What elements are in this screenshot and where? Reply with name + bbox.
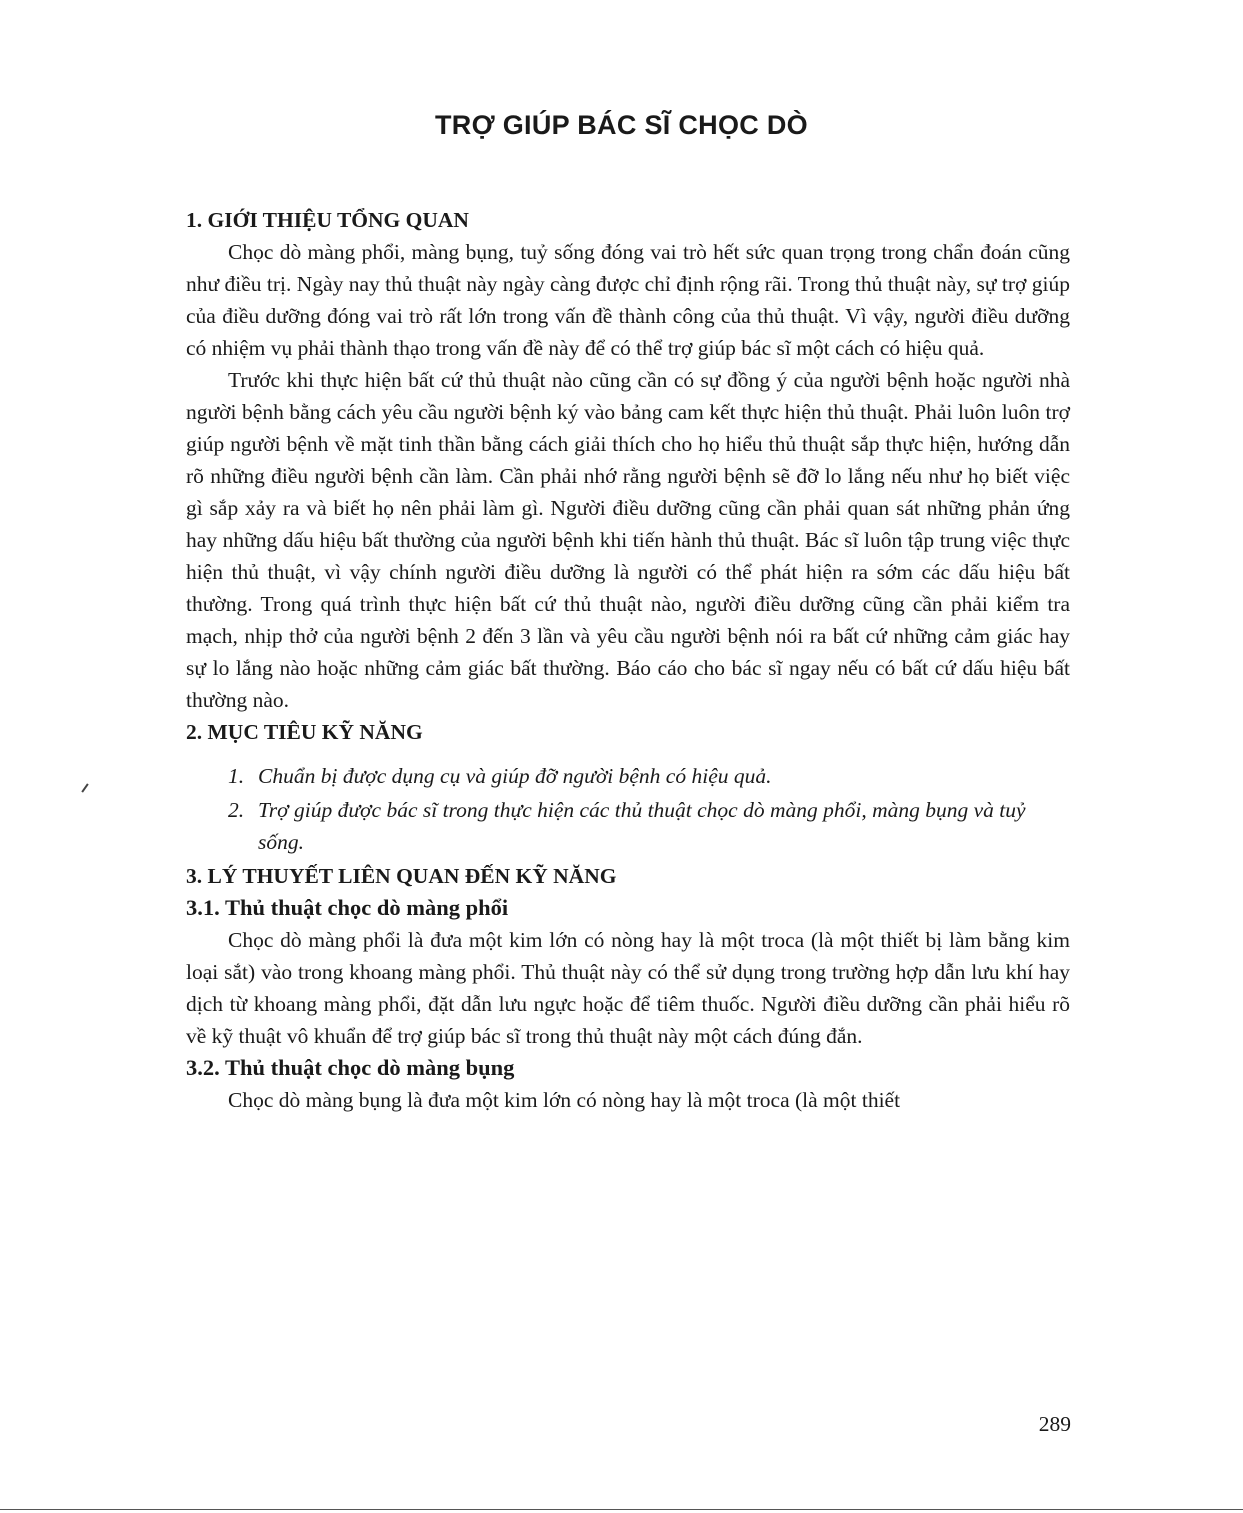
scan-bottom-edge <box>0 1509 1243 1510</box>
section-heading-theory: 3. LÝ THUYẾT LIÊN QUAN ĐẾN KỸ NĂNG <box>186 864 617 888</box>
page-title: TRỢ GIÚP BÁC SĨ CHỌC DÒ <box>435 110 808 140</box>
goal-text: Trợ giúp được bác sĩ trong thực hiện các thủ thuật chọc dò màng phổi, màng bụng và tuỷ sống. <box>258 798 1026 854</box>
subsection-heading-pleural: 3.1. Thủ thuật chọc dò màng phổi <box>186 895 509 920</box>
goal-number: 2. <box>228 798 245 822</box>
section-heading-goals: 2. MỤC TIÊU KỸ NĂNG <box>186 720 423 744</box>
goal-item <box>186 760 1070 792</box>
scan-speck <box>81 783 88 792</box>
subsection-heading-abdominal: 3.2. Thủ thuật chọc dò màng bụng <box>186 1055 515 1080</box>
goals-list <box>186 760 1070 858</box>
goal-item <box>186 794 1070 858</box>
section-heading-intro: 1. GIỚI THIỆU TỔNG QUAN <box>186 208 469 232</box>
intro-paragraph-2: Trước khi thực hiện bất cứ thủ thuật nào cũng cần có sự đồng ý của người bệnh hoặc người nhà người bệnh bằng cách yêu cầu người bệnh ký vào bảng cam kết thực hiện thủ thuật. Phải luôn luôn trợ giúp người bệnh về mặt tinh thần bằng cách giải thích cho họ hiểu thủ thuật sắp thực hiện, hướng dẫn rõ những điều người bệnh cần làm. Cần phải nhớ rằng người bệnh sẽ đỡ lo lắng nếu như họ biết việc gì sắp xảy ra và biết họ nên phải làm gì. Người điều dưỡng cũng cần phải quan sát những phản ứng hay những dấu hiệu bất thường của người bệnh khi tiến hành thủ thuật. Bác sĩ luôn tập trung việc thực hiện thủ thuật, vì vậy chính người điều dưỡng là người có thể phát hiện ra sớm các dấu hiệu bất thường. Trong quá trình thực hiện bất cứ thủ thuật nào, người điều dưỡng cũng cần phải kiểm tra mạch, nhịp thở của người bệnh 2 đến 3 lần và yêu cầu người bệnh nói ra bất cứ những cảm giác hay sự lo lắng nào hoặc những cảm giác bất thường. Báo cáo cho bác sĩ ngay nếu có bất cứ dấu hiệu bất thường nào. <box>186 368 1070 712</box>
pleural-paragraph: Chọc dò màng phổi là đưa một kim lớn có nòng hay là một troca (là một thiết bị làm bằng kim loại sắt) vào trong khoang màng phổi. Thủ thuật này có thể sử dụng trong trường hợp dẫn lưu khí hay dịch từ khoang màng phổi, đặt dẫn lưu ngực hoặc để tiêm thuốc. Người điều dưỡng cần phải hiểu rõ về kỹ thuật vô khuẩn để trợ giúp bác sĩ trong thủ thuật này một cách đúng đắn. <box>186 928 1070 1048</box>
abdominal-paragraph: Chọc dò màng bụng là đưa một kim lớn có nòng hay là một troca (là một thiết <box>228 1088 901 1112</box>
goal-number: 1. <box>228 764 245 788</box>
document-body <box>186 204 1070 1116</box>
page-number: 289 <box>1038 1412 1071 1436</box>
intro-paragraph-1: Chọc dò màng phổi, màng bụng, tuỷ sống đóng vai trò hết sức quan trọng trong chẩn đoán cũng như điều trị. Ngày nay thủ thuật này ngày càng được chỉ định rộng rãi. Trong thủ thuật này, sự trợ giúp của điều dưỡng đóng vai trò rất lớn trong vấn đề thành công của thủ thuật. Vì vậy, người điều dưỡng có nhiệm vụ phải thành thạo trong vấn đề này để có thể trợ giúp bác sĩ một cách có hiệu quả. <box>186 240 1070 360</box>
goal-text: Chuẩn bị được dụng cụ và giúp đỡ người bệnh có hiệu quả. <box>258 764 772 788</box>
